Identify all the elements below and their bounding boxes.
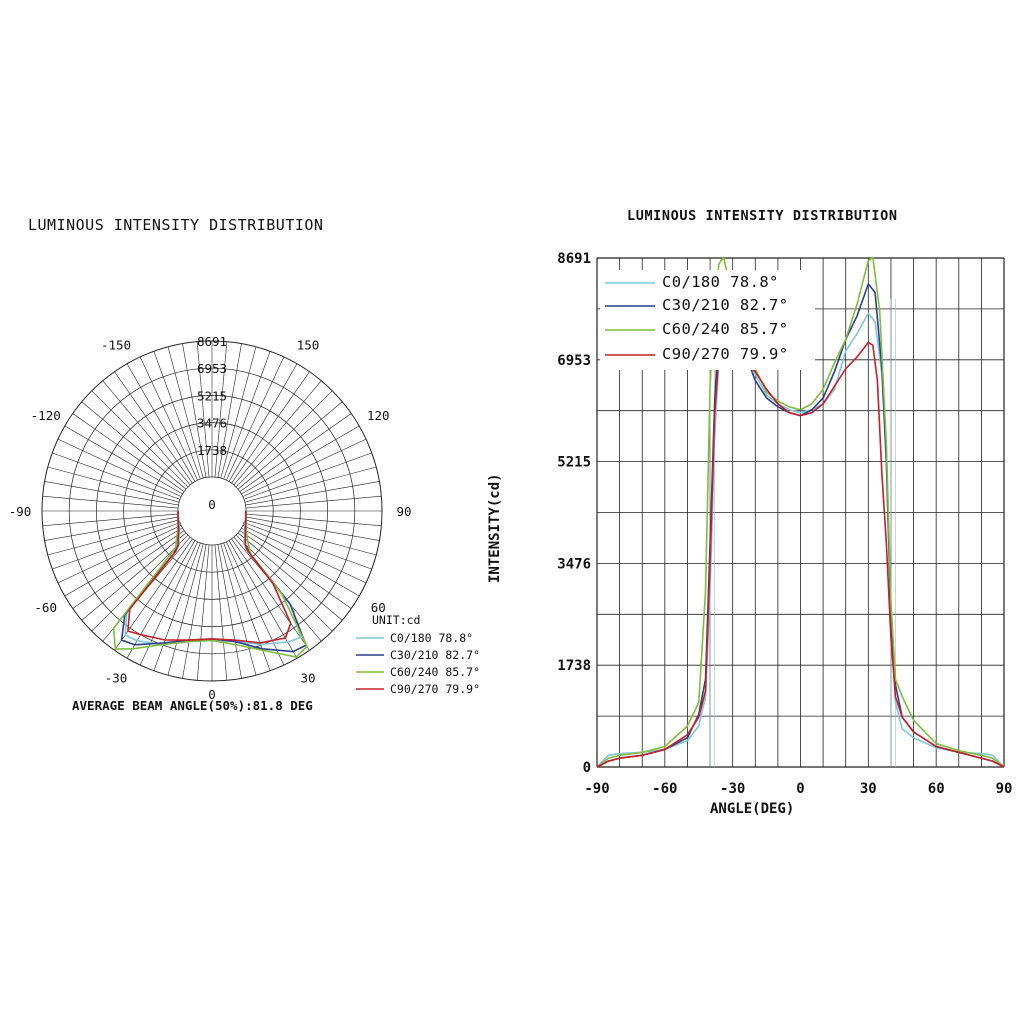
line-chart-title: LUMINOUS INTENSITY DISTRIBUTION	[627, 208, 898, 224]
polar-spoke	[245, 467, 376, 502]
polar-spoke	[240, 413, 351, 491]
polar-spoke	[226, 357, 283, 480]
polar-spoke	[103, 381, 190, 485]
line-legend-label-c90: C90/270 79.9°	[662, 345, 789, 363]
polar-spoke	[240, 531, 351, 609]
polar-angle-label: 0	[208, 687, 216, 702]
y-tick-label: 3476	[557, 556, 591, 573]
line-legend	[600, 270, 815, 370]
polar-angle-label: 60	[370, 600, 386, 615]
y-tick-label: 1738	[557, 658, 591, 675]
polar-spoke	[73, 413, 184, 491]
polar-spoke	[243, 525, 366, 582]
polar-spoke	[246, 496, 381, 508]
x-tick-label: 90	[995, 781, 1013, 797]
polar-spoke	[114, 372, 192, 483]
line-legend-label-c60: C60/240 85.7°	[662, 320, 789, 338]
polar-series-line-0	[125, 511, 300, 644]
polar-chart-title: LUMINOUS INTENSITY DISTRIBUTION	[28, 216, 324, 234]
polar-angle-label: -60	[34, 600, 57, 615]
polar-spoke	[140, 357, 197, 480]
x-tick-label: 30	[859, 781, 877, 797]
polar-ring-label: 5215	[196, 388, 228, 404]
polar-spoke	[43, 496, 178, 508]
polar-spoke	[168, 544, 203, 675]
polar-angle-label: -150	[100, 337, 132, 353]
x-tick-label: -60	[652, 781, 678, 797]
beam-angle-text: AVERAGE BEAM ANGLE(50%):81.8 DEG	[72, 698, 313, 713]
polar-spoke	[221, 544, 256, 675]
x-tick-label: 0	[796, 781, 805, 797]
x-tick-label: 60	[927, 781, 945, 797]
polar-spoke	[245, 517, 379, 541]
polar-ring-label: 6953	[196, 361, 228, 377]
line-legend-label-c30: C30/210 82.7°	[662, 296, 789, 314]
polar-spoke	[58, 525, 181, 582]
polar-spoke	[245, 520, 376, 555]
polar-unit-label: UNIT:cd	[372, 613, 421, 627]
y-axis-label: INTENSITY(cd)	[487, 473, 503, 583]
polar-spoke	[232, 372, 310, 483]
polar-legend-label-c60: C60/240 85.7°	[390, 665, 481, 679]
polar-series-group	[114, 511, 307, 657]
polar-spoke	[58, 439, 181, 496]
polar-angle-label: -30	[104, 670, 128, 686]
polar-angle-label: -120	[30, 408, 61, 423]
polar-angle-label: 150	[296, 337, 320, 353]
polar-spoke	[48, 520, 179, 555]
y-tick-label: 8691	[557, 251, 591, 267]
polar-legend-label-c30: C30/210 82.7°	[390, 648, 481, 662]
polar-angle-label: -90	[8, 504, 32, 519]
polar-spoke	[73, 531, 184, 609]
polar-spoke	[238, 402, 342, 489]
polar-spoke	[82, 402, 186, 489]
polar-legend-label-c90: C90/270 79.9°	[390, 682, 481, 696]
x-tick-label: -90	[584, 781, 610, 797]
polar-center-label: 0	[208, 497, 216, 512]
polar-spoke	[45, 481, 179, 505]
polar-spoke	[45, 517, 179, 541]
polar-spoke	[43, 514, 178, 526]
polar-spoke	[234, 381, 321, 485]
polar-angle-label: 120	[367, 408, 390, 423]
polar-angle-label: 90	[396, 504, 412, 519]
y-tick-label: 6953	[557, 352, 591, 369]
polar-ring-label: 1738	[196, 442, 228, 458]
x-axis-label: ANGLE(DEG)	[710, 801, 795, 817]
polar-legend	[356, 631, 480, 696]
polar-spoke	[238, 533, 342, 620]
polar-ring-label: 3476	[196, 415, 228, 431]
polar-spoke	[114, 539, 192, 650]
polar-spoke	[218, 544, 242, 678]
y-tick-label: 0	[582, 760, 591, 776]
polar-angle-label: 30	[300, 670, 316, 686]
x-tick-label: -30	[720, 781, 746, 797]
polar-spoke	[182, 544, 206, 678]
polar-legend-label-c0: C0/180 78.8°	[390, 631, 474, 645]
polar-spoke	[48, 467, 179, 502]
polar-spoke	[82, 533, 186, 620]
polar-spoke	[246, 514, 381, 526]
polar-spoke	[232, 539, 310, 650]
polar-ring-label: 8691	[196, 334, 228, 349]
line-legend-label-c0: C0/180 78.8°	[662, 273, 779, 291]
polar-spoke	[243, 439, 366, 496]
polar-spoke	[197, 545, 209, 680]
y-tick-label: 5215	[557, 454, 591, 471]
polar-spoke	[215, 545, 227, 680]
polar-spoke	[245, 481, 379, 505]
